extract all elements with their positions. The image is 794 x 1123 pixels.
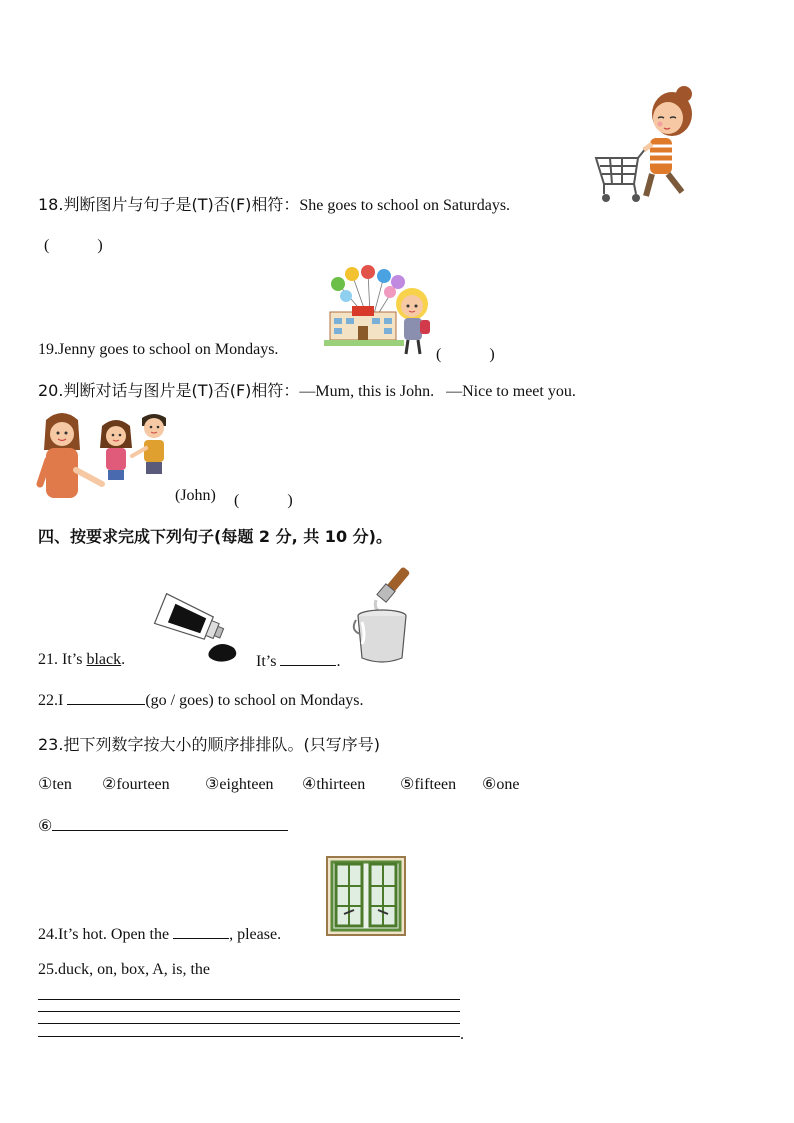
q19-line [38,341,278,359]
q24-blank[interactable] [173,924,229,939]
q25-words: 25.duck, on, box, A, is, the [38,961,210,978]
q23-option-5: ⑤fifteen [400,776,457,793]
q24-end: , please. [229,926,282,943]
q18-line [38,192,510,215]
q22-line [38,690,364,710]
q20-prefix: 20.判断对话与图片是(T)否(F)相符： [38,381,300,400]
q21-end: . [336,653,341,670]
q19-text: 19.Jenny goes to school on Mondays. [38,341,279,358]
q18-sentence: She goes to school on Saturdays. [299,197,511,214]
q20-line [38,378,576,401]
q23-option-1: ①ten [38,776,72,793]
q19-answer-paren[interactable]: ( ) [436,346,495,363]
q23-option-3: ③eighteen [205,776,274,793]
q24-line [38,924,281,944]
q24-start: 24.It’s hot. Open the [38,926,174,943]
q21-period: . [121,651,126,668]
q21-line [38,651,125,669]
q20-dialogue: —Mum, this is John. —Nice to meet you. [299,383,576,400]
q21-part2: It’s [256,653,281,670]
q25-answer-line-4[interactable] [38,1036,460,1037]
q21-blank[interactable] [280,651,336,666]
q25-answer-line-2[interactable] [38,1011,460,1012]
jenny-school-picture [324,264,436,358]
q20-answer-paren[interactable]: ( ) [234,492,293,509]
q25-answer-line-1[interactable] [38,999,460,1000]
girl-shopping-cart-picture [592,84,700,208]
q23-option-4: ④thirteen [302,776,366,793]
q23-answer-blank[interactable] [52,816,288,831]
q23-option-2: ②fourteen [102,776,170,793]
q23-answer-line [38,816,288,836]
q25-end-period: . [460,1026,464,1043]
q21-line-2 [256,651,340,671]
paint-bucket-picture [350,562,434,666]
q22-start: 22.I [38,692,68,709]
mum-introduces-john-picture [36,410,176,504]
q22-blank[interactable] [67,690,145,705]
q25-answer-line-3[interactable] [38,1023,460,1024]
q20-caption: (John) [175,487,216,504]
q21-start: 21. It’s [38,651,87,668]
q23-prompt: 23.把下列数字按大小的顺序排排队。(只写序号) [38,735,380,754]
q18-prefix: 18.判断图片与句子是(T)否(F)相符： [38,195,300,214]
section-4-title: 四、按要求完成下列句子(每题 2 分, 共 10 分)。 [38,527,392,546]
black-paint-tube-picture [150,592,246,664]
q22-end: (go / goes) to school on Mondays. [145,692,364,709]
q18-answer-paren[interactable]: ( ) [44,237,103,254]
q21-underlined-word: black [86,651,122,668]
q23-option-6: ⑥one [482,776,520,793]
q23-answer-prefix: ⑥ [38,818,53,835]
window-picture [326,856,406,936]
